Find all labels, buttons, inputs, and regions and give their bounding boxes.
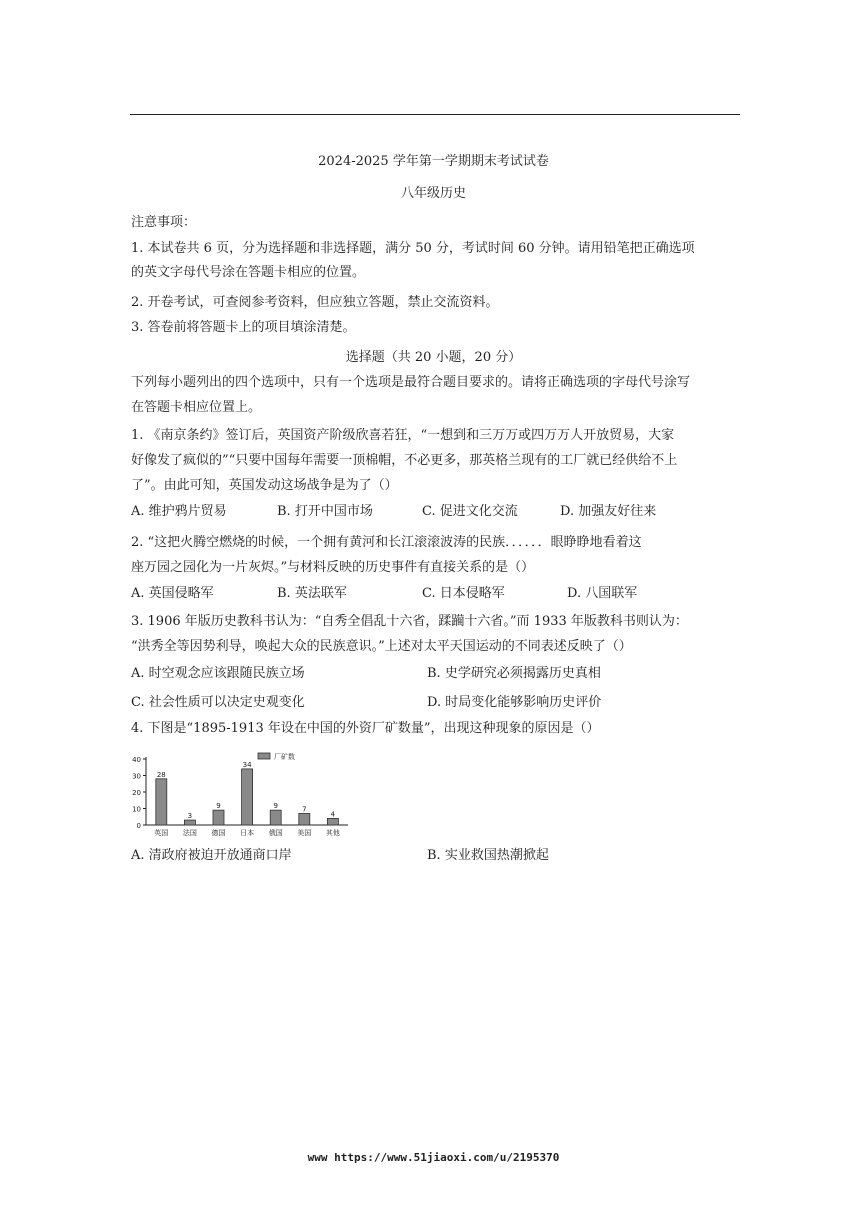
bar (213, 810, 224, 825)
y-tick-label: 10 (132, 805, 141, 814)
exam-title: 2024-2025 学年第一学期期末考试试卷 (318, 154, 549, 169)
bar-value-label: 28 (156, 770, 166, 779)
question-1-option-a: A. 维护鸦片贸易 (131, 504, 227, 519)
bar (270, 810, 281, 825)
question-1-stem: 好像发了疯似的”“只要中国每年需要一顶棉帽，不必更多，那英格兰现有的工厂就已经供给不上 (131, 453, 678, 468)
y-tick-label: 20 (132, 789, 141, 797)
x-category-label: 日本 (240, 829, 255, 837)
question-3-option-b: B. 史学研究必须揭露历史真相 (427, 666, 601, 681)
y-tick-label: 40 (132, 756, 141, 764)
question-4-stem: 4. 下图是“1895-1913 年设在中国的外资厂矿数量”，出现这种现象的原因是（） (131, 721, 600, 736)
question-1-option-b: B. 打开中国市场 (277, 504, 373, 519)
notice-item: 2. 开卷考试，可查阅参考资料，但应独立答题，禁止交流资料。 (131, 295, 499, 310)
bar-value-label: 3 (187, 812, 193, 821)
question-2-option-a: A. 英国侵略军 (131, 586, 214, 601)
legend-label: 厂矿数 (274, 753, 295, 761)
section-instructions: 在答题卡相应位置上。 (131, 400, 262, 415)
question-1-option-c: C. 促进文化交流 (422, 504, 518, 519)
question-2-stem: 座万园之园化为一片灰烬。”与材料反映的历史事件有直接关系的是（） (131, 560, 535, 575)
question-3-stem: “洪秀全等因势利导，唤起大众的民族意识。”上述对太平天国运动的不同表述反映了（） (131, 639, 632, 654)
bar (156, 779, 167, 825)
question-2-option-c: C. 日本侵略军 (422, 586, 505, 601)
x-category-label: 法国 (182, 829, 197, 837)
notice-item: 的英文字母代号涂在答题卡相应的位置。 (131, 265, 366, 280)
notice-item: 1. 本试卷共 6 页，分为选择题和非选择题，满分 50 分，考试时间 60 分钟。请用铅笔把正确选项 (131, 241, 695, 256)
question-1-stem: 1. 《南京条约》签订后，英国资产阶级欣喜若狂，“一想到和三万万或四万万人开放贸易，大家 (131, 428, 675, 443)
question-2-option-d: D. 八国联军 (567, 586, 638, 601)
x-category-label: 其他 (325, 829, 340, 837)
question-3-option-d: D. 时局变化能够影响历史评价 (427, 695, 602, 710)
bar (242, 769, 253, 825)
question-1-stem: 了”。由此可知，英国发动这场战争是为了（） (131, 478, 398, 493)
y-tick-label: 30 (132, 772, 141, 781)
question-2-stem: 2. “这把火腾空燃烧的时候，一个拥有黄河和长江滚滚波涛的民族．．．．．．眼睁睁地看着这 (131, 535, 642, 550)
legend-swatch (258, 753, 270, 759)
x-category-label: 美国 (297, 829, 312, 837)
question-4-option-b: B. 实业救国热潮掀起 (427, 848, 549, 863)
x-category-label: 英国 (154, 829, 169, 837)
bar (327, 818, 338, 825)
notice-item: 3. 答卷前将答题卡上的项目填涂清楚。 (131, 320, 356, 335)
notice-heading: 注意事项： (131, 215, 197, 230)
top-rule (130, 114, 740, 115)
question-4-option-a: A. 清政府被迫开放通商口岸 (131, 848, 292, 863)
bar (184, 820, 195, 825)
bar (299, 813, 310, 825)
question-3-option-c: C. 社会性质可以决定史观变化 (131, 695, 305, 710)
bar-value-label: 9 (216, 802, 221, 811)
x-category-label: 德国 (211, 829, 226, 837)
question-3-option-a: A. 时空观念应该跟随民族立场 (131, 666, 305, 681)
footer-watermark-url: www https://www.51jiaoxi.com/u/2195370 (307, 1151, 560, 1164)
section-title: 选择题（共 20 小题，20 分） (345, 350, 522, 365)
bar-value-label: 4 (330, 810, 336, 819)
question-2-option-b: B. 英法联军 (277, 586, 347, 601)
x-category-label: 俄国 (268, 829, 283, 837)
bar-value-label: 7 (302, 805, 307, 814)
question-1-option-d: D. 加强友好往来 (560, 504, 657, 519)
exam-subject: 八年级历史 (400, 186, 466, 201)
bar-value-label: 9 (273, 802, 278, 811)
y-tick-label: 0 (136, 822, 141, 830)
bar-value-label: 34 (242, 760, 252, 769)
question-3-stem: 3. 1906 年版历史教科书认为：“自秀全倡乱十六省，蹂躏十六省。”而 1933 年版教科书则认为： (131, 614, 688, 629)
foreign-factories-bar-chart (128, 746, 348, 841)
section-instructions: 下列每小题列出的四个选项中，只有一个选项是最符合题目要求的。请将正确选项的字母代号涂写 (131, 375, 691, 390)
